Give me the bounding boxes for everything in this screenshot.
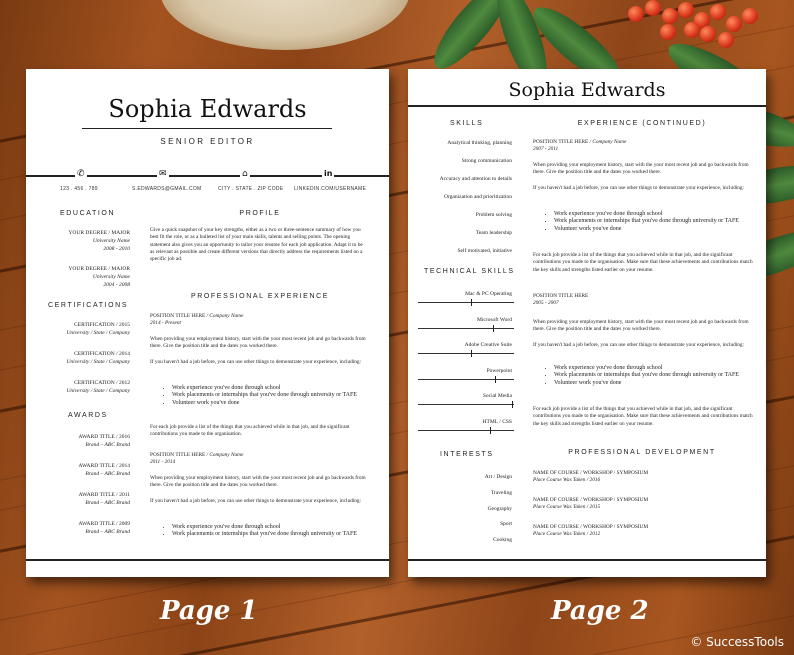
experience-continued-heading: EXPERIENCE (CONTINUED) — [577, 120, 707, 127]
course-item: NAME OF COURSE / WORKSHOP / SYMPOSIUM Place Course Was Taken / 2015 — [533, 497, 649, 511]
job-description: If you haven't had a job before, you can use other things to demonstrate your experience, including: — [533, 342, 744, 348]
profile-heading: PROFILE — [239, 210, 281, 217]
skill-item: Analytical thinking, planning — [447, 140, 512, 146]
list-item: • Work placements or internships that you've done through university or TAFE — [172, 531, 370, 538]
job-header: POSITION TITLE HERE 2005 - 2007 — [533, 293, 589, 307]
job-bullet-list — [536, 365, 764, 387]
technical-skill-bar — [418, 379, 514, 380]
contact-phone: 123 . 456 . 789 — [60, 186, 98, 192]
job-description: When providing your employment history, start with the your most recent job and go backwards from there. Give the position title and the dates you worked there. — [533, 162, 749, 176]
technical-skill-label: HTML / CSS — [482, 418, 512, 425]
technical-skill-bar — [418, 353, 514, 354]
contact-linkedin: LINKEDIN.COM/USERNAME — [294, 186, 367, 192]
wood-stump-decoration — [160, 0, 410, 50]
technical-skill-level-marker — [490, 427, 491, 434]
certification-item: CERTIFICATION / 2012 University / State / Company — [66, 380, 130, 394]
page1-job-title: SENIOR EDITOR — [160, 137, 255, 146]
skill-item: Accuracy and attention to details — [439, 176, 512, 182]
job-description: When providing your employment history, start with the your most recent job and go backwards from there. Give the position title and the dates you worked there. — [533, 319, 749, 333]
contact-address: CITY . STATE . ZIP CODE — [218, 186, 284, 192]
linkedin-icon: in — [324, 169, 333, 178]
technical-skill-bar — [418, 302, 514, 303]
technical-skill-level-marker — [471, 299, 472, 306]
education-item: YOUR DEGREE / MAJOR University Name 2008 - 2010 — [68, 230, 130, 252]
professional-development-heading: PROFESSIONAL DEVELOPMENT — [568, 449, 716, 456]
technical-skill-level-marker — [493, 325, 494, 332]
job-bullet-list — [536, 211, 764, 233]
resume-page-1 — [26, 69, 389, 577]
award-item: AWARD TITLE / 2016 Brand – ABC Brand — [78, 434, 130, 448]
job-description: If you haven't had a job before, you can use other things to demonstrate your experience, including: — [150, 498, 361, 504]
job-description: For each job provide a list of the things that you achieved while in that job, and the significant contributions you made to the organisation. Make sure that these achievements and contributions match the key skills and strengths listed earlier on your resume. — [533, 406, 753, 427]
page2-name: Sophia Edwards — [508, 79, 666, 101]
list-item: • Volunteer work you've done — [172, 400, 370, 407]
interest-item: Traveling — [490, 490, 512, 496]
page1-name: Sophia Edwards — [108, 95, 307, 123]
job-description: For each job provide a list of the things that you achieved while in that job, and the significant contributions you made to the organisation. — [150, 424, 350, 438]
interest-item: Sport — [500, 521, 512, 527]
list-item: • Volunteer work you've done — [554, 226, 764, 233]
skills-heading: SKILLS — [450, 120, 484, 127]
page-1-label: Page 1 — [160, 596, 258, 626]
technical-skill-level-marker — [471, 350, 472, 357]
certification-item: CERTIFICATION / 2015 University / State / Company — [66, 322, 130, 336]
home-icon: ⌂ — [242, 169, 248, 179]
job-header: POSITION TITLE HERE / Company Name 2011 - 2014 — [150, 452, 244, 466]
technical-skill-label: Mac & PC Operating — [465, 291, 512, 297]
education-heading: EDUCATION — [60, 210, 116, 217]
interests-heading: INTERESTS — [440, 451, 494, 458]
skill-item: Self motivated, initiative — [457, 248, 512, 254]
award-item: AWARD TITLE / 2011 Brand – ABC Brand — [78, 492, 130, 506]
skill-item: Organization and prioritization — [443, 194, 512, 200]
interest-item: Geography — [487, 506, 512, 512]
contact-email: S.EDWARDS@GMAIL.COM — [132, 186, 202, 192]
skill-item: Problem solving — [475, 212, 512, 218]
copyright-text: © SuccessTools — [690, 635, 784, 649]
phone-icon: ✆ — [77, 169, 85, 179]
interest-item: Cooking — [493, 537, 512, 543]
list-item: • Work experience you've done through school — [554, 211, 764, 218]
technical-skills-heading: TECHNICAL SKILLS — [424, 268, 515, 275]
list-item: • Work placements or internships that you've done through university or TAFE — [554, 372, 764, 379]
profile-text: Give a quick snapshot of your key strengths, either as a two or three-sentence summary of how you best fit the role, or as a bulleted list of your main skills, talents and selling points. The opening statement also gives you an opportunity to tailor your resume for each job application. Adapt it to be as relevant as possible and create different versions that directly address the requirements listed on a specific job ad. — [150, 227, 363, 263]
awards-heading: AWARDS — [68, 412, 108, 419]
course-item: NAME OF COURSE / WORKSHOP / SYMPOSIUM Place Course Was Taken / 2016 — [533, 470, 649, 484]
award-item: AWARD TITLE / 2014 Brand – ABC Brand — [78, 463, 130, 477]
list-item: • Work experience you've done through school — [172, 385, 370, 392]
job-description: If you haven't had a job before, you can use other things to demonstrate your experience, including: — [150, 359, 361, 365]
technical-skill-label: Powerpoint — [486, 367, 512, 374]
technical-skill-label: Social Media — [482, 393, 512, 399]
job-description: When providing your employment history, start with the your most recent job and go backwards from there. Give the position title and the dates you worked there. — [150, 336, 366, 350]
resume-page-2 — [408, 69, 766, 577]
certifications-heading: CERTIFICATIONS — [48, 302, 129, 309]
job-bullet-list — [154, 385, 370, 407]
mail-icon: ✉ — [159, 169, 167, 179]
list-item: • Work experience you've done through school — [172, 524, 370, 531]
technical-skill-label: Adobe Creative Suite — [464, 342, 512, 348]
job-description: For each job provide a list of the things that you achieved while in that job, and the significant contributions you made to the organisation. Make sure that these achievements and contributions match the key skills and strengths listed earlier on your resume. — [533, 252, 753, 273]
job-bullet-list — [154, 524, 370, 539]
award-item: AWARD TITLE / 2009 Brand – ABC Brand — [78, 521, 130, 535]
list-item: • Work placements or internships that you've done through university or TAFE — [554, 218, 764, 225]
list-item: • Volunteer work you've done — [554, 380, 764, 387]
technical-skill-bar — [418, 328, 514, 329]
certification-item: CERTIFICATION / 2014 University / State / Company — [66, 351, 130, 365]
experience-heading: PROFESSIONAL EXPERIENCE — [190, 293, 330, 300]
skill-item: Team leadership — [475, 230, 512, 236]
technical-skill-label: Microsoft Word — [476, 316, 512, 323]
technical-skill-level-marker — [512, 401, 513, 408]
technical-skill-bar — [418, 404, 514, 405]
education-item: YOUR DEGREE / MAJOR University Name 2004 - 2008 — [68, 266, 130, 288]
job-description: If you haven't had a job before, you can use other things to demonstrate your experience, including: — [533, 185, 744, 191]
page-2-label: Page 2 — [551, 596, 649, 626]
list-item: • Work placements or internships that you've done through university or TAFE — [172, 392, 370, 399]
skill-item: Strong communication — [461, 158, 512, 164]
job-header: POSITION TITLE HERE / Company Name 2014 - Present — [150, 313, 244, 327]
interest-item: Art / Design — [484, 474, 512, 480]
technical-skill-level-marker — [495, 376, 496, 383]
job-header: POSITION TITLE HERE / Company Name 2007 - 2011 — [533, 139, 627, 153]
job-description: When providing your employment history, start with the your most recent job and go backwards from there. Give the position title and the dates you worked there. — [150, 475, 366, 489]
technical-skill-bar — [418, 430, 514, 431]
list-item: • Work experience you've done through school — [554, 365, 764, 372]
course-item: NAME OF COURSE / WORKSHOP / SYMPOSIUM Place Course Was Taken / 2012 — [533, 524, 649, 538]
